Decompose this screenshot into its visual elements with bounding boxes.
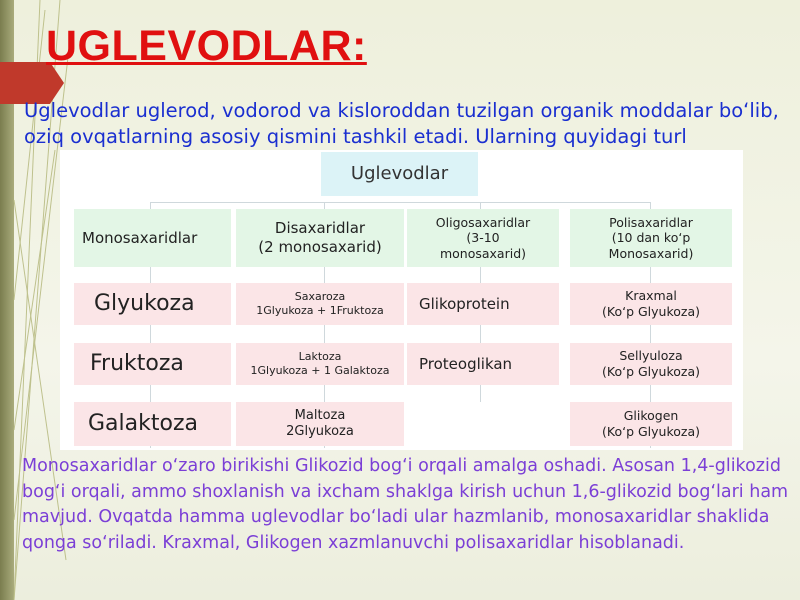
footer-paragraph: Monosaxaridlar o‘zaro birikishi Glikozid bog‘i orqali amalga oshadi. Asosan 1,4-glikozid bog‘i orqali, ammo shoxlanish va ixcham shaklga kirish uchun 1,6-glikozid bog‘lari ham mavjud. Ovqatda hamma uglevodlar bo‘ladi ular hazmlanib, monosaxaridlar shaklida qonga so‘riladi. Kraxmal, Glikogen xazmlanuvchi polisaxaridlar hisoblanadi. [22,456,789,553]
oligo-proteoglycan: Proteoglikan [407,343,559,385]
connector-line [150,202,650,203]
carbohydrate-classification-table [60,150,743,450]
mono-galactose: Galaktoza [74,402,231,446]
category-disaccharides: Disaxaridlar (2 monosaxarid) [236,209,404,267]
slide-title: UGLEVODLAR: [46,22,367,70]
category-monosaccharides: Monosaxaridlar [74,209,231,267]
di-sucrose: Saxaroza 1Glyukoza + 1Fruktoza [236,283,404,325]
oligo-glycoprotein: Glikoprotein [407,283,559,325]
poly-starch: Kraxmal (Ko‘p Glyukoza) [570,283,732,325]
mono-fructose: Fruktoza [74,343,231,385]
mono-glucose: Glyukoza [74,283,231,325]
poly-glycogen: Glikogen (Ko‘p Glyukoza) [570,402,732,446]
di-maltose: Maltoza 2Glyukoza [236,402,404,446]
table-header: Uglevodlar [321,152,478,196]
category-polysaccharides: Polisaxaridlar (10 dan ko‘p Monosaxarid) [570,209,732,267]
intro-paragraph: Uglevodlar uglerod, vodorod va kisloroddan tuzilgan organik moddalar bo‘lib, oziq ovqatlarning asosiy qismini tashkil etadi. Ularning quyidagi turl [24,99,779,148]
di-lactose: Laktoza 1Glyukoza + 1 Galaktoza [236,343,404,385]
poly-cellulose: Sellyuloza (Ko‘p Glyukoza) [570,343,732,385]
category-oligosaccharides: Oligosaxaridlar (3-10 monosaxarid) [407,209,559,267]
